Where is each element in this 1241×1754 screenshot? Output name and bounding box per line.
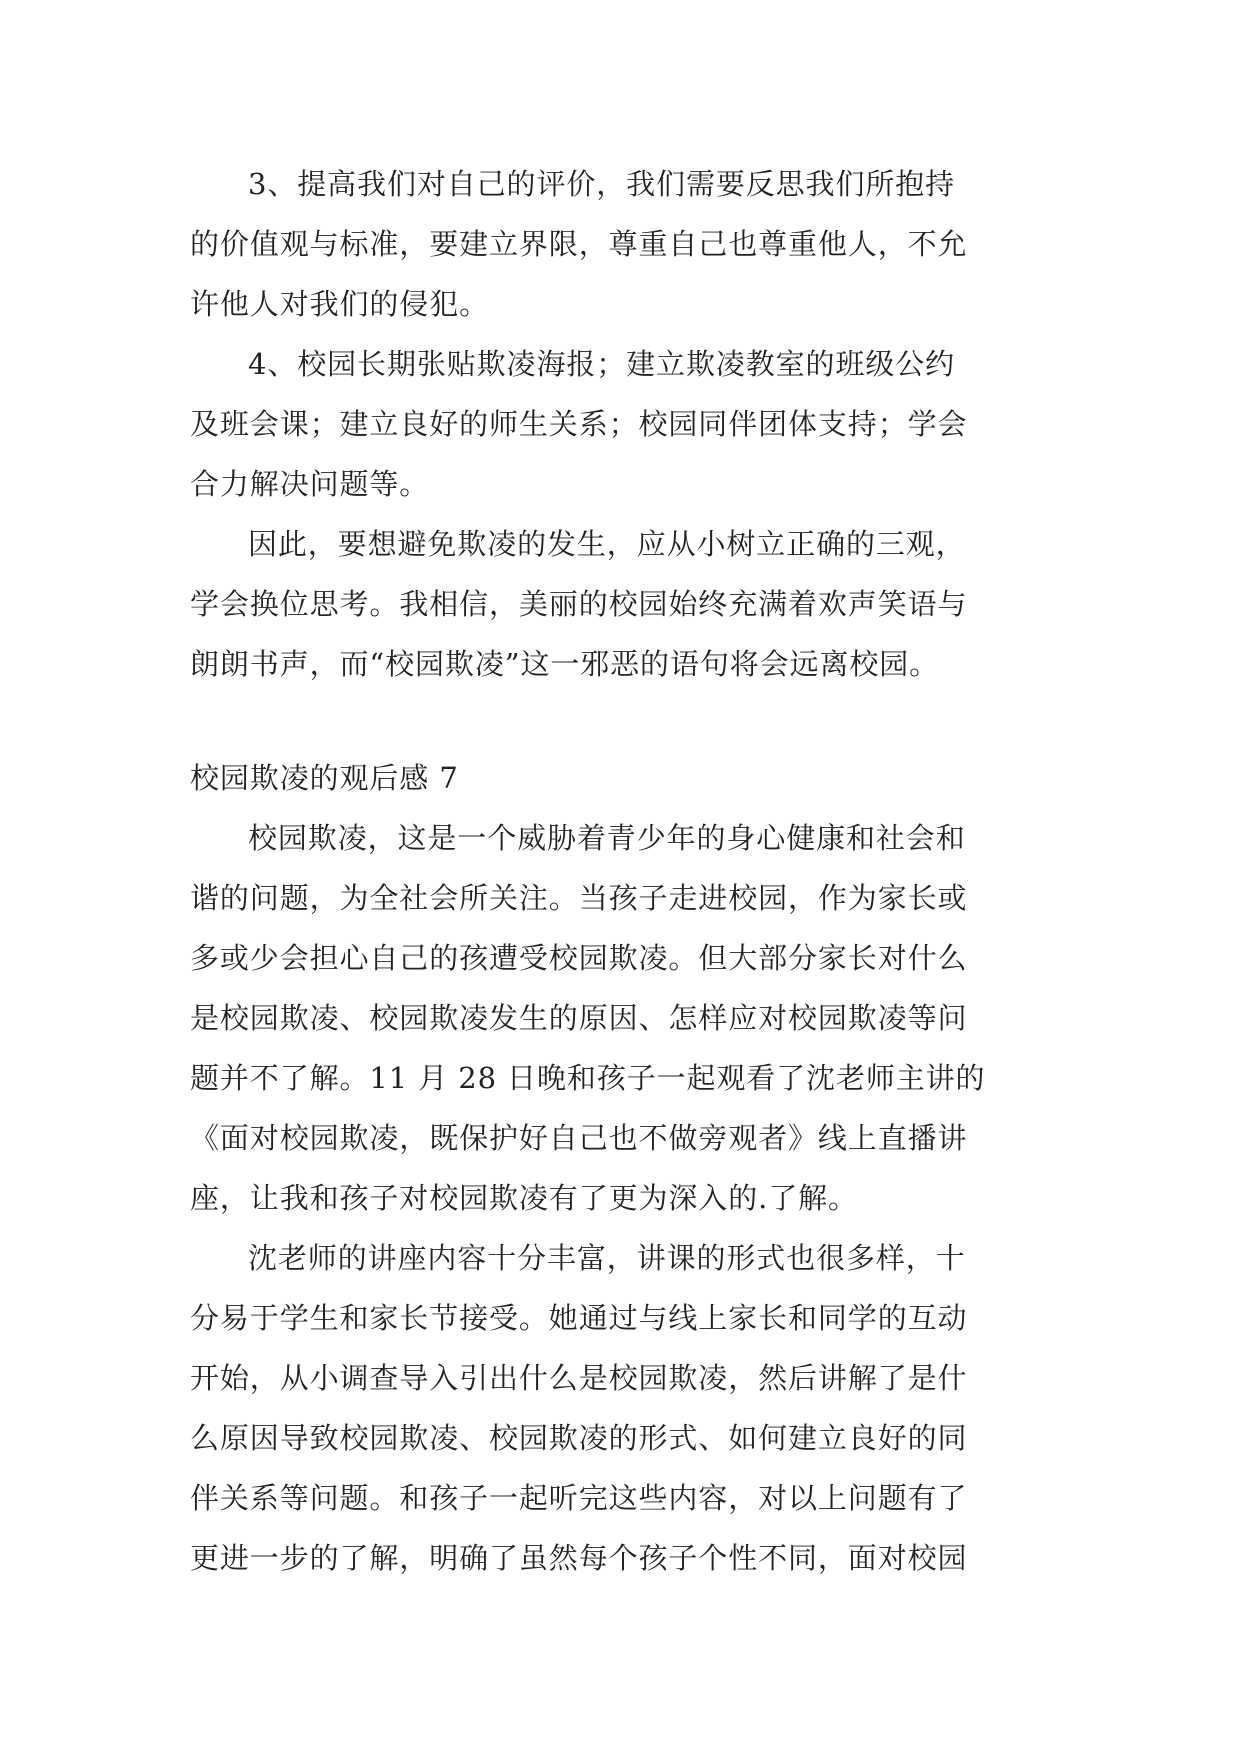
- text-line: 沈老师的讲座内容十分丰富，讲课的形式也很多样，十: [248, 1241, 966, 1275]
- text-line: 座，让我和孩子对校园欺凌有了更为深入的.了解。: [190, 1181, 858, 1215]
- text-line: 学会换位思考。我相信，美丽的校园始终充满着欢声笑语与: [190, 587, 968, 621]
- text-line: 是校园欺凌、校园欺凌发生的原因、怎样应对校园欺凌等问: [190, 1001, 968, 1035]
- paragraph-self-evaluation: [190, 154, 1060, 334]
- text-line: 许他人对我们的侵犯。: [190, 287, 490, 321]
- paragraph-campus-posters: [190, 334, 1060, 514]
- text-line: 及班会课；建立良好的师生关系；校园同伴团体支持；学会: [190, 407, 968, 441]
- text-line: 朗朗书声，而“校园欺凌”这一邪恶的语句将会远离校园。: [190, 647, 940, 681]
- text-line: 多或少会担心自己的孩遭受校园欺凌。但大部分家长对什么: [190, 941, 968, 975]
- text-line: 合力解决问题等。: [190, 467, 430, 501]
- text-line: 校园欺凌，这是一个威胁着青少年的身心健康和社会和: [248, 821, 966, 855]
- text-line: 《面对校园欺凌，既保护好自己也不做旁观者》线上直播讲: [190, 1121, 968, 1155]
- text-line: 更进一步的了解，明确了虽然每个孩子个性不同，面对校园: [190, 1541, 968, 1575]
- section-heading: 校园欺凌的观后感 7: [190, 761, 459, 795]
- paragraph-conclusion: [190, 514, 1060, 694]
- text-line: 因此，要想避免欺凌的发生，应从小树立正确的三观，: [248, 527, 966, 561]
- text-line: 谐的问题，为全社会所关注。当孩子走进校园，作为家长或: [190, 881, 968, 915]
- section-spacer: [190, 694, 1060, 748]
- text-line: 伴关系等问题。和孩子一起听完这些内容，对以上问题有了: [190, 1481, 968, 1515]
- text-line: 分易于学生和家长节接受。她通过与线上家长和同学的互动: [190, 1301, 968, 1335]
- text-line: 题并不了解。11 月 28 日晚和孩子一起观看了沈老师主讲的: [190, 1061, 986, 1095]
- text-line: 4、校园长期张贴欺凌海报；建立欺凌教室的班级公约: [248, 347, 956, 381]
- document-body: [190, 154, 1060, 1588]
- text-line: 的价值观与标准，要建立界限，尊重自己也尊重他人，不允: [190, 227, 968, 261]
- text-line: 3、提高我们对自己的评价，我们需要反思我们所抱持: [248, 167, 956, 201]
- text-line: 么原因导致校园欺凌、校园欺凌的形式、如何建立良好的同: [190, 1421, 968, 1455]
- paragraph-lecture-content: [190, 1228, 1060, 1588]
- text-line: 开始，从小调查导入引出什么是校园欺凌，然后讲解了是什: [190, 1361, 968, 1395]
- paragraph-introduction: [190, 808, 1060, 1228]
